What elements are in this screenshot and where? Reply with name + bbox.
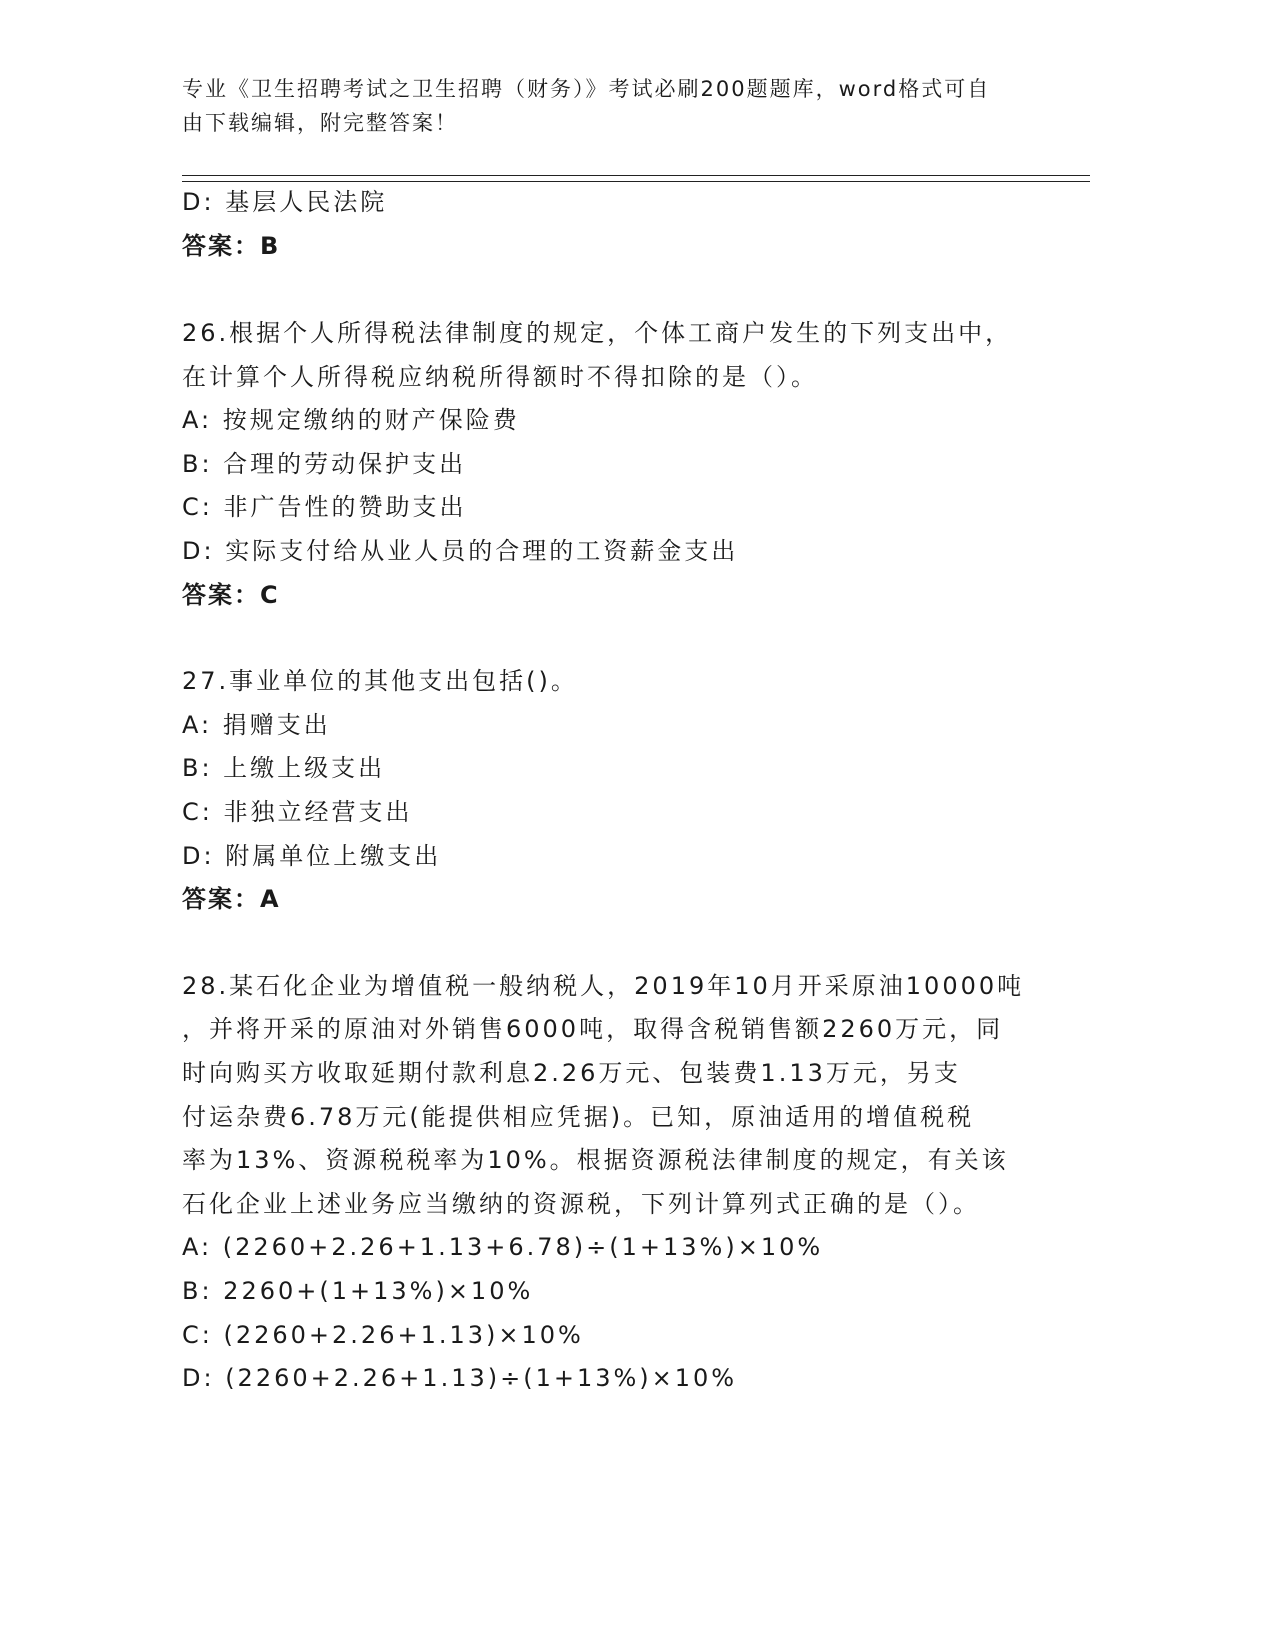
- q26-option-d: D: 实际支付给从业人员的合理的工资薪金支出: [182, 537, 739, 565]
- q28-stem-line-2: ，并将开采的原油对外销售6000吨，取得含税销售额2260万元，同: [182, 1015, 1004, 1043]
- q28-option-d: D: (2260+2.26+1.13)÷(1+13%)×10%: [182, 1364, 738, 1392]
- document-header: [182, 72, 1062, 140]
- q28-option-c: C: (2260+2.26+1.13)×10%: [182, 1321, 584, 1349]
- q27-answer: 答案：A: [182, 885, 281, 913]
- q27-option-c: C: 非独立经营支出: [182, 798, 413, 826]
- q27-option-b: B: 上缴上级支出: [182, 754, 386, 782]
- q27-option-d: D: 附属单位上缴支出: [182, 842, 442, 870]
- q28-stem-line-3: 时向购买方收取延期付款利息2.26万元、包装费1.13万元，另支: [182, 1059, 961, 1087]
- q28-stem-line-6: 石化企业上述业务应当缴纳的资源税，下列计算列式正确的是（）。: [182, 1190, 980, 1218]
- prev-option-d: D: 基层人民法院: [182, 188, 388, 216]
- q27-stem-line-1: 27.事业单位的其他支出包括()。: [182, 667, 578, 695]
- header-divider-top: [182, 175, 1090, 176]
- q28-option-b: B: 2260+(1+13%)×10%: [182, 1277, 534, 1305]
- q28-stem-line-4: 付运杂费6.78万元(能提供相应凭据)。已知，原油适用的增值税税: [182, 1103, 975, 1131]
- q28-stem-line-5: 率为13%、资源税税率为10%。根据资源税法律制度的规定，有关该: [182, 1146, 1009, 1174]
- q26-option-c: C: 非广告性的赞助支出: [182, 493, 467, 521]
- q28-stem-line-1: 28.某石化企业为增值税一般纳税人，2019年10月开采原油10000吨: [182, 972, 1025, 1000]
- q26-option-a: A: 按规定缴纳的财产保险费: [182, 406, 520, 434]
- q26-answer: 答案：C: [182, 581, 280, 609]
- prev-answer: 答案：B: [182, 232, 281, 260]
- q26-stem-line-1: 26.根据个人所得税法律制度的规定，个体工商户发生的下列支出中，: [182, 319, 1013, 347]
- q26-option-b: B: 合理的劳动保护支出: [182, 450, 467, 478]
- q26-stem-line-2: 在计算个人所得税应纳税所得额时不得扣除的是（）。: [182, 363, 818, 391]
- header-title-line-2: 由下载编辑，附完整答案！: [182, 111, 458, 135]
- header-divider-bottom: [182, 181, 1090, 182]
- header-title-line-1: 专业《卫生招聘考试之卫生招聘（财务）》考试必刷200题题库，word格式可自: [182, 77, 991, 101]
- q28-option-a: A: (2260+2.26+1.13+6.78)÷(1+13%)×10%: [182, 1233, 824, 1261]
- q27-option-a: A: 捐赠支出: [182, 711, 331, 739]
